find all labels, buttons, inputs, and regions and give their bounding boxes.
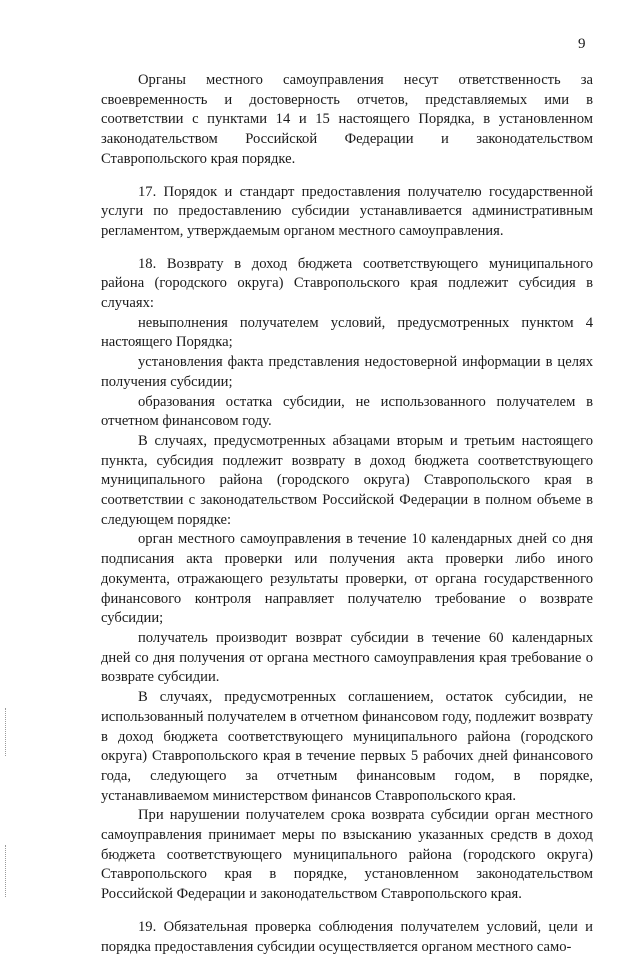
paragraph-17: 17. Порядок и стандарт предоставления получателю государственной услуги по предоставлению субсидии устанавливается административным регламентом, утверждаемым органом местного самоуправления. <box>101 183 593 239</box>
paragraph-18: 18. Возврату в доход бюджета соответствующего муниципального района (городского округа) Ставропольского края подлежит субсидия в случаях: <box>101 255 593 312</box>
scan-margin-mark <box>5 845 7 897</box>
paragraph-18-case-false-info: установления факта представления недостоверной информации в целях получения субсидии; <box>101 354 593 390</box>
document-body <box>101 71 593 957</box>
page-number: 9 <box>578 36 586 52</box>
paragraph-18-authority-demand: орган местного самоуправления в течение 10 календарных дней со дня подписания акта проверки или получения акта проверки либо иного документа, отражающего результаты проверки, от органа государственного финансового контроля направляет получателю требование о возврате субсидии; <box>101 531 593 627</box>
paragraph-18-recipient-return: получатель производит возврат субсидии в течение 60 календарных дней со дня получения от органа местного самоуправления края требование о возврате субсидии. <box>101 629 593 686</box>
paragraph-18-return-order: В случаях, предусмотренных абзацами вторым и третьим настоящего пункта, субсидия подлежит возврату в доход бюджета соответствующего муниципального района (городского округа) Ставропольского края в соответствии с законодательством Российской Федерации в полном объеме в следующем порядке: <box>101 432 593 528</box>
paragraph-18-case-conditions: невыполнения получателем условий, предусмотренных пунктом 4 настоящего Порядка; <box>101 314 593 351</box>
scan-margin-mark <box>5 708 7 756</box>
paragraph-18-agreement-remainder: В случаях, предусмотренных соглашением, остаток субсидии, не использованный получателем в отчетном финансовом году, подлежит возврату в доход бюджета соответствующего муниципального района (городского округа) Ставропольского края в течение первых 5 рабочих дней финансового года, следующего за отчетным финансовым годом, в порядке, устанавливаемом министерством финансов Ставропольского края. <box>101 689 593 804</box>
paragraph-18-case-remainder: образования остатка субсидии, не использованного получателем в отчетном финансовом году. <box>101 393 593 430</box>
paragraph-19: 19. Обязательная проверка соблюдения получателем условий, цели и порядка предоставления субсидии осуществляется органом местного само- <box>101 918 593 955</box>
paragraph-responsibility: Органы местного самоуправления несут ответственность за своевременность и достоверность отчетов, представляемых ими в соответствии с пунктами 14 и 15 настоящего Порядка, в установленном законодательством Российской Федерации и законодательством Ставропольского края порядке. <box>101 72 593 167</box>
paragraph-18-violation: При нарушении получателем срока возврата субсидии орган местного самоуправления принимает меры по взысканию указанных средств в доход бюджета соответствующего муниципального района (городского округа) Ставропольского края в порядке, установленном законодательством Российской Федерации и законодательством Ставропольского края. <box>101 807 593 903</box>
